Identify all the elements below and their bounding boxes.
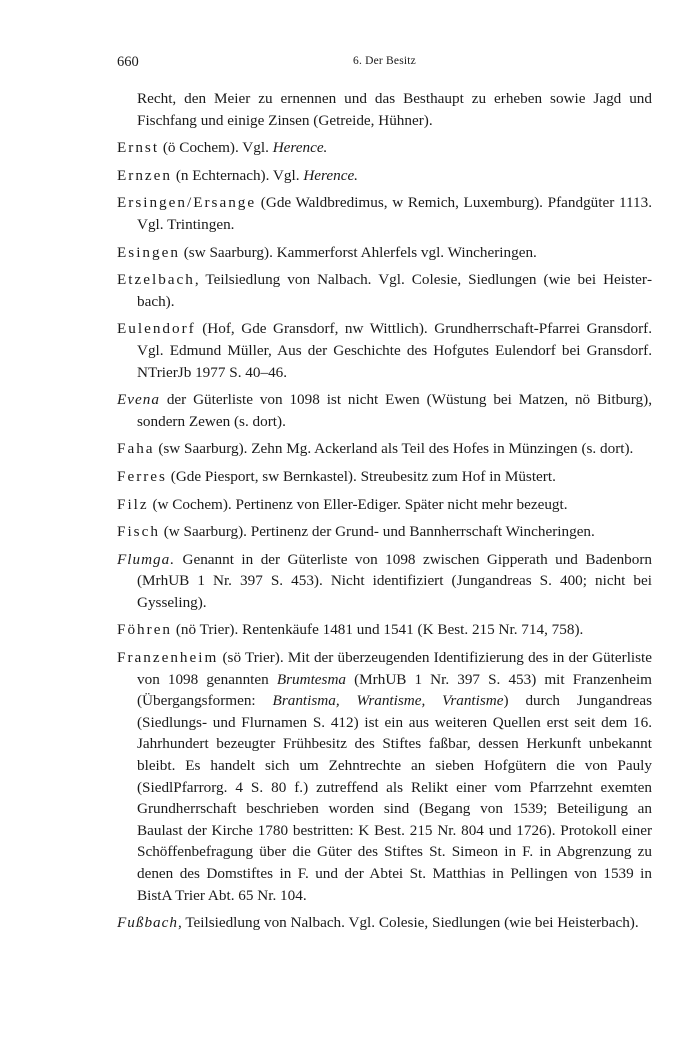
entry-foehren: Föhren (nö Trier). Rentenkäufe 1481 und 1541 (K Best. 215 Nr. 714, 758).	[117, 621, 584, 639]
entry-etzelbach: Etzelbach, Teilsiedlung von Nalbach. Vgl. Colesie, Siedlungen (wie bei Heisterbach).	[117, 271, 652, 310]
entry-eulendorf: Eulendorf (Hof, Gde Gransdorf, nw Wittlich). Grundherrschaft-Pfarrei Gransdorf. Vgl. Edmund Müller, Aus der Geschichte des Hofgutes Eulendorf bei Gransdorf. NTrierJb 1977 S. 40–46.	[117, 320, 652, 381]
entry-continuation: Recht, den Meier zu ernennen und das Besthaupt zu erheben sowie Jagd und Fischfang und einige Zinsen (Getreide, Hühner).	[137, 90, 652, 129]
entry-filz: Filz (w Cochem). Pertinenz von Eller-Ediger. Später nicht mehr bezeugt.	[117, 495, 568, 513]
entry-headword: Esingen	[117, 243, 180, 261]
entry-headword: Ferres	[117, 467, 167, 485]
entry-headword: Fußbach	[117, 914, 178, 932]
cross-reference: Herence.	[272, 139, 328, 157]
entry-evena: Evena der Güterliste von 1098 ist nicht Ewen (Wüstung bei Matzen, nö Bitburg), sondern Zewen (s. dort).	[117, 391, 652, 430]
entry-headword: Fisch	[117, 523, 160, 541]
italic-name: Brumtesma	[276, 670, 347, 688]
entry-ersingen: Ersingen/Ersange (Gde Waldbredimus, w Remich, Luxemburg). Pfandgüter 1113. Vgl. Trintingen.	[117, 194, 652, 233]
entry-ferres: Ferres (Gde Piesport, sw Bernkastel). Streubesitz zum Hof in Müstert.	[117, 467, 556, 485]
italic-name-forms: Brantisma, Wrantisme, Vrantisme	[272, 692, 504, 710]
entry-list	[117, 88, 652, 940]
entry-headword: Franzenheim	[117, 649, 219, 667]
entry-headword: Flumga.	[117, 550, 176, 568]
entry-flumga: Flumga. Genannt in der Güterliste von 1098 zwischen Gipperath und Badenborn (MrhUB 1 Nr. 397 S. 453). Nicht identifiziert (Jungandreas S. 400; nicht bei Gysseling).	[117, 550, 652, 611]
entry-headword: Ernzen	[117, 166, 173, 184]
entry-headword: Filz	[117, 495, 149, 513]
entry-ernst: Ernst (ö Cochem). Vgl. Herence.	[117, 139, 328, 157]
cross-reference: Herence.	[303, 166, 358, 184]
entry-ernzen: Ernzen (n Echternach). Vgl. Herence.	[117, 166, 358, 184]
entry-headword: Ersingen/Ersange	[117, 194, 257, 212]
entry-headword: Faha	[117, 440, 155, 458]
entry-headword: Föhren	[117, 621, 173, 639]
running-head: 6. Der Besitz	[353, 55, 416, 67]
entry-esingen: Esingen (sw Saarburg). Kammerforst Ahlerfels vgl. Wincheringen.	[117, 243, 537, 261]
entry-headword: Evena	[117, 391, 160, 409]
entry-faha: Faha (sw Saarburg). Zehn Mg. Ackerland als Teil des Hofes in Münzingen (s. dort).	[117, 440, 634, 458]
entry-headword: Ernst	[117, 139, 160, 157]
entry-headword: Etzelbach	[117, 271, 195, 289]
page-header	[117, 54, 652, 74]
entry-fussbach: Fußbach, Teilsiedlung von Nalbach. Vgl. Colesie, Siedlungen (wie bei Heisterbach).	[117, 914, 639, 932]
entry-franzenheim: Franzenheim (sö Trier). Mit der überzeugenden Identifizierung des in der Güterliste von 1098 genannten Brumtesma (MrhUB 1 Nr. 397 S. 453) mit Franzenheim (Übergangsformen: Brantisma, Wrantisme, Vrantisme) durch Jungandreas (Siedlungs- und Flurnamen S. 412) ist ein aus weiteren Quellen erst seit dem 16. Jahrhundert bezeugter Frühbesitz des Stiftes faßbar, dessen Herkunft unbekannt bleibt. Es handelt sich um Zehntrechte an sieben Hofgütern die von Pauly (SiedlPfarrorg. 4 S. 80 f.) zutreffend als Relikt einer vom Pfarrzehnt exemten Grundherrschaft beschrieben worden sind (Begang von 1539; Beteiligung an Baulast der Kirche 1780 bestritten: K Best. 215 Nr. 804 und 1726). Protokoll einer Schöffenbefragung über die Güter des Stiftes St. Simeon in F. in Abgrenzung zu denen des Domstiftes in F. und der Abtei St. Matthias in Pellingen von 1539 in BistA Trier Abt. 65 Nr. 104.	[117, 649, 652, 904]
page-number: 660	[117, 54, 139, 70]
entry-headword: Eulendorf	[117, 320, 196, 338]
entry-fisch: Fisch (w Saarburg). Pertinenz der Grund- und Bannherrschaft Wincheringen.	[117, 523, 595, 541]
